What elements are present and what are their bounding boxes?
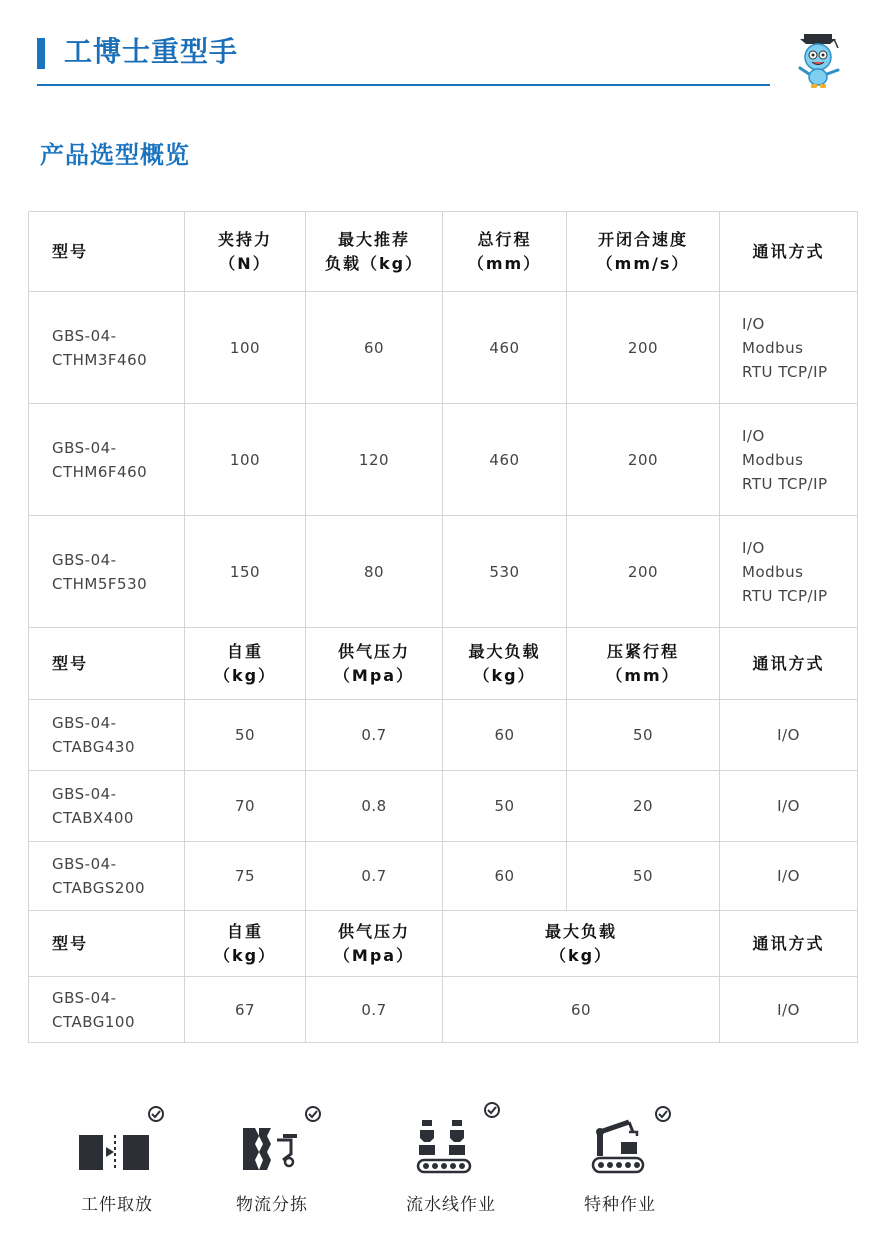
header-clamping-force: 夹持力 （N）	[185, 212, 306, 292]
value-cell: 50	[567, 842, 720, 911]
header-self-weight: 自重 （kg）	[185, 911, 306, 977]
model-cell: GBS-04- CTABG430	[29, 700, 185, 771]
value-cell: 50	[567, 700, 720, 771]
value-cell: 70	[185, 771, 306, 842]
communication-cell: I/O	[720, 771, 858, 842]
value-cell: 200	[567, 516, 720, 628]
value-cell: 460	[443, 404, 567, 516]
feature-logistics-sorting	[197, 1100, 347, 1220]
header-max-recommended-load: 最大推荐 负载（kg）	[306, 212, 443, 292]
header-max-load: 最大负载 （kg）	[443, 911, 720, 977]
communication-cell: I/O Modbus RTU TCP/IP	[720, 292, 858, 404]
table-header-row	[29, 911, 858, 977]
value-cell: 0.7	[306, 700, 443, 771]
feature-special-operation	[545, 1100, 695, 1220]
header-accent-bar	[37, 38, 45, 69]
model-cell: GBS-04- CTABGS200	[29, 842, 185, 911]
table-row	[29, 842, 858, 911]
special-operation-icon	[545, 1100, 695, 1180]
value-cell: 50	[443, 771, 567, 842]
header-clamp-stroke: 压紧行程 （mm）	[567, 628, 720, 700]
header-model: 型号	[29, 212, 185, 292]
model-cell: GBS-04- CTHM6F460	[29, 404, 185, 516]
value-cell: 120	[306, 404, 443, 516]
feature-pick-place	[42, 1100, 192, 1220]
value-cell: 60	[443, 842, 567, 911]
value-cell: 100	[185, 292, 306, 404]
value-cell: 0.8	[306, 771, 443, 842]
value-cell: 0.7	[306, 842, 443, 911]
value-cell: 60	[306, 292, 443, 404]
header-air-pressure: 供气压力 （Mpa）	[306, 911, 443, 977]
value-cell: 150	[185, 516, 306, 628]
table-header-row	[29, 212, 858, 292]
table-row	[29, 771, 858, 842]
feature-label: 特种作业	[584, 1195, 656, 1215]
product-selection-table	[28, 211, 858, 1043]
communication-cell: I/O	[720, 700, 858, 771]
header-model: 型号	[29, 628, 185, 700]
value-cell: 530	[443, 516, 567, 628]
value-cell: 200	[567, 292, 720, 404]
feature-assembly-line	[376, 1100, 526, 1220]
communication-cell: I/O Modbus RTU TCP/IP	[720, 404, 858, 516]
model-cell: GBS-04- CTHM5F530	[29, 516, 185, 628]
feature-label: 工件取放	[81, 1195, 153, 1215]
section-title: 产品选型概览	[40, 141, 190, 169]
value-cell: 67	[185, 977, 306, 1043]
value-cell: 100	[185, 404, 306, 516]
header-divider	[37, 84, 770, 86]
value-cell: 20	[567, 771, 720, 842]
value-cell: 50	[185, 700, 306, 771]
header-model: 型号	[29, 911, 185, 977]
page-title: 工博士重型手	[64, 35, 239, 68]
header-communication: 通讯方式	[720, 212, 858, 292]
doctor-mascot-logo	[790, 30, 850, 90]
value-cell: 80	[306, 516, 443, 628]
header-total-stroke: 总行程 （mm）	[443, 212, 567, 292]
value-cell: 0.7	[306, 977, 443, 1043]
value-cell: 60	[443, 700, 567, 771]
pick-place-icon	[42, 1100, 192, 1180]
table-header-row	[29, 628, 858, 700]
header-communication: 通讯方式	[720, 628, 858, 700]
model-cell: GBS-04- CTABX400	[29, 771, 185, 842]
table-row	[29, 977, 858, 1043]
table-row	[29, 516, 858, 628]
value-cell: 75	[185, 842, 306, 911]
communication-cell: I/O Modbus RTU TCP/IP	[720, 516, 858, 628]
table-row	[29, 700, 858, 771]
communication-cell: I/O	[720, 977, 858, 1043]
header-communication: 通讯方式	[720, 911, 858, 977]
header-max-load: 最大负载 （kg）	[443, 628, 567, 700]
header-open-close-speed: 开闭合速度 （mm/s）	[567, 212, 720, 292]
model-cell: GBS-04- CTABG100	[29, 977, 185, 1043]
table-row	[29, 292, 858, 404]
value-cell: 60	[443, 977, 720, 1043]
feature-label: 流水线作业	[406, 1195, 496, 1215]
value-cell: 460	[443, 292, 567, 404]
communication-cell: I/O	[720, 842, 858, 911]
table-row	[29, 404, 858, 516]
header-self-weight: 自重 （kg）	[185, 628, 306, 700]
value-cell: 200	[567, 404, 720, 516]
logistics-sorting-icon	[197, 1100, 347, 1180]
assembly-line-icon	[376, 1100, 526, 1180]
feature-label: 物流分拣	[236, 1195, 308, 1215]
model-cell: GBS-04- CTHM3F460	[29, 292, 185, 404]
header-air-pressure: 供气压力 （Mpa）	[306, 628, 443, 700]
